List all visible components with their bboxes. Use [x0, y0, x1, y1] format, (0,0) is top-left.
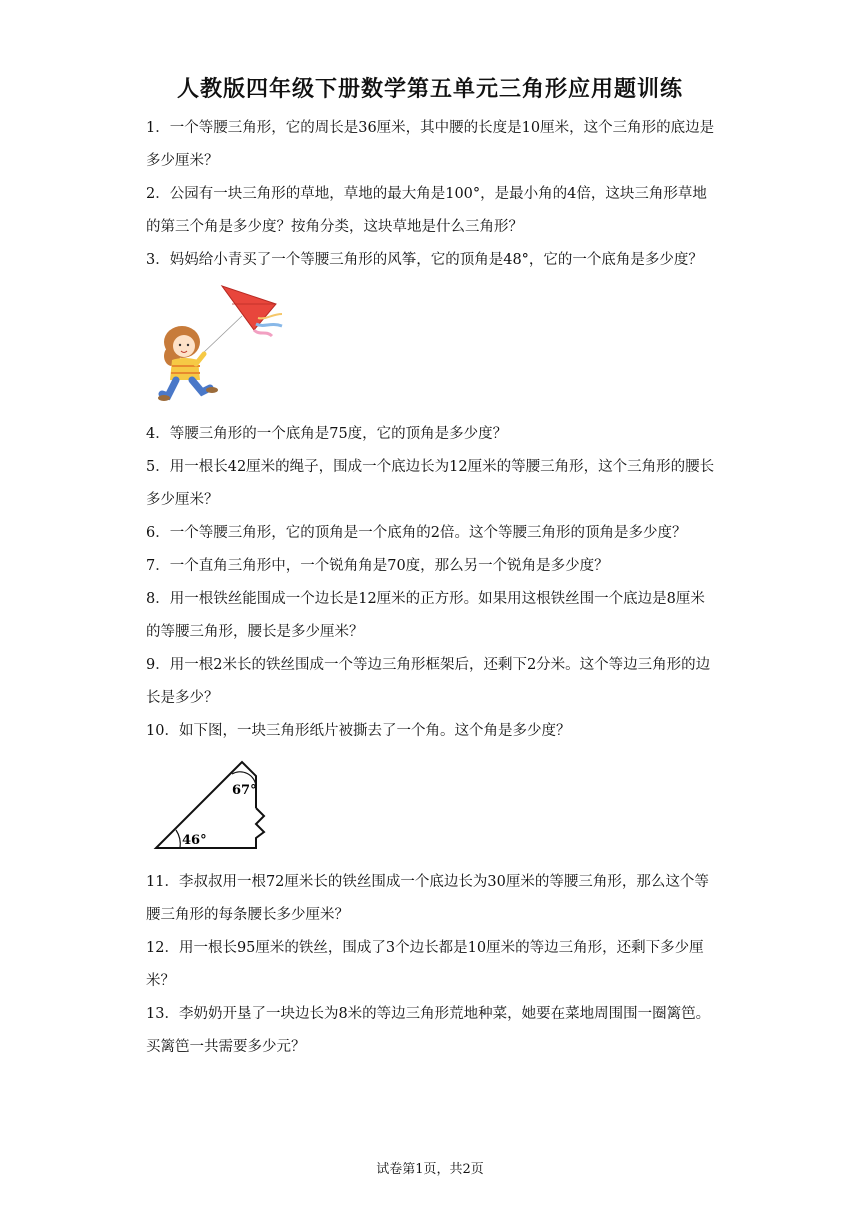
question-number: 9．	[146, 657, 170, 673]
question-number: 4．	[146, 426, 170, 442]
question-text: 如下图，一块三角形纸片被撕去了一个角。这个角是多少度？	[178, 723, 571, 739]
question-1	[146, 112, 718, 178]
question-number: 11．	[146, 874, 179, 890]
question-number: 6．	[146, 525, 170, 541]
question-number: 2．	[146, 186, 170, 202]
question-text: 用一根长42厘米的绳子，围成一个底边长为12厘米的等腰三角形，这个三角形的腰长多少厘米？	[146, 459, 715, 508]
question-text: 用一根长95厘米的铁丝，围成了3个边长都是10厘米的等边三角形，还剩下多少厘米？	[146, 940, 704, 989]
angle-67-label: 67°	[232, 783, 257, 798]
question-text: 李叔叔用一根72厘米长的铁丝围成一个底边长为30厘米的等腰三角形，那么这个等腰三角形的每条腰长多少厘米？	[146, 874, 709, 923]
angle-46-label: 46°	[182, 833, 207, 848]
question-3	[146, 244, 718, 277]
question-number: 7．	[146, 558, 170, 574]
question-12	[146, 932, 718, 998]
question-5	[146, 451, 718, 517]
question-2	[146, 178, 718, 244]
question-8	[146, 583, 718, 649]
question-6	[146, 517, 718, 550]
question-number: 10．	[146, 723, 179, 739]
kite-girl-illustration	[158, 284, 288, 408]
question-4	[146, 418, 718, 451]
question-number: 1．	[146, 120, 170, 136]
question-text: 公园有一块三角形的草地，草地的最大角是100°，是最小角的4倍，这块三角形草地的第三个角是多少度？按角分类，这块草地是什么三角形？	[146, 186, 707, 235]
question-13	[146, 998, 718, 1064]
question-text: 用一根铁丝能围成一个边长是12厘米的正方形。如果用这根铁丝围一个底边是8厘米的等腰三角形，腰长是多少厘米？	[146, 591, 705, 640]
question-number: 13．	[146, 1006, 179, 1022]
question-text: 等腰三角形的一个底角是75度，它的顶角是多少度？	[169, 426, 508, 442]
question-text: 李奶奶开垦了一块边长为8米的等边三角形荒地种菜，她要在菜地周围围一圈篱笆。买篱笆一共需要多少元？	[146, 1006, 711, 1055]
question-9	[146, 649, 718, 715]
page-footer: 试卷第1页，共2页	[376, 1162, 484, 1177]
question-11	[146, 866, 718, 932]
question-10	[146, 715, 718, 748]
question-number: 5．	[146, 459, 170, 475]
question-text: 一个等腰三角形，它的顶角是一个底角的2倍。这个等腰三角形的顶角是多少度？	[169, 525, 687, 541]
torn-triangle-figure	[150, 756, 274, 852]
question-number: 3．	[146, 252, 170, 268]
page-title: 人教版四年级下册数学第五单元三角形应用题训练	[176, 77, 683, 102]
question-number: 8．	[146, 591, 170, 607]
question-text: 用一根2米长的铁丝围成一个等边三角形框架后，还剩下2分米。这个等边三角形的边长是多少？	[146, 657, 711, 706]
question-text: 一个直角三角形中，一个锐角角是70度，那么另一个锐角是多少度？	[169, 558, 609, 574]
question-number: 12．	[146, 940, 179, 956]
question-7	[146, 550, 718, 583]
question-text: 妈妈给小青买了一个等腰三角形的风筝，它的顶角是48°，它的一个底角是多少度？	[169, 252, 703, 268]
question-text: 一个等腰三角形，它的周长是36厘米，其中腰的长度是10厘米，这个三角形的底边是多少厘米？	[146, 120, 715, 169]
